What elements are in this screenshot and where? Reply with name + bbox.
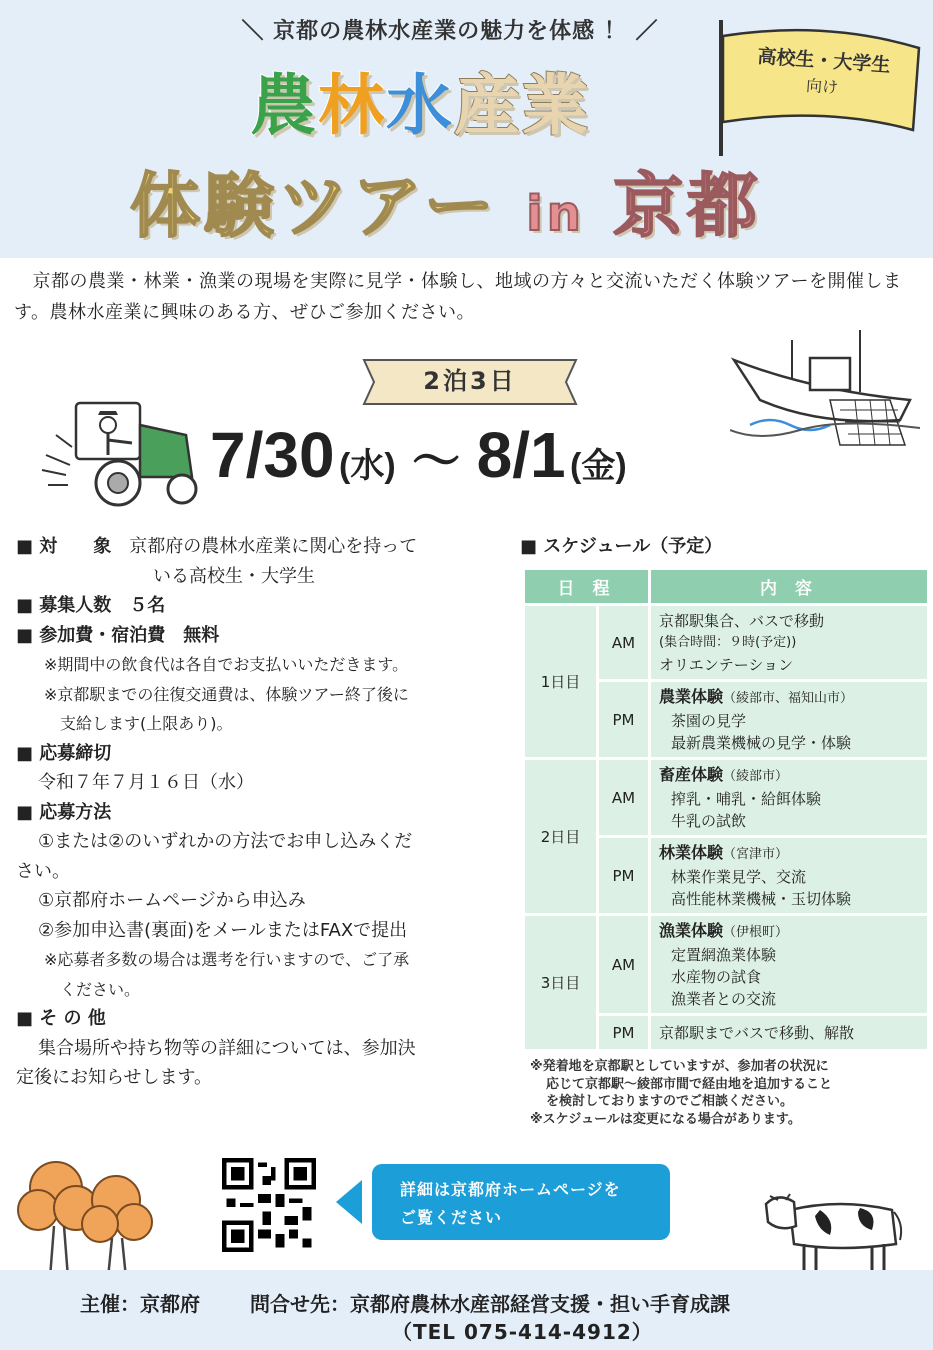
flag-main-text: 高校生・大学生 bbox=[756, 45, 892, 77]
title-char-2: 林 bbox=[318, 67, 386, 144]
method-note-cont: ください。 bbox=[60, 979, 141, 999]
activity-place: （宮津市） bbox=[723, 846, 789, 862]
content-line: 最新農業機械の見学・体験 bbox=[671, 733, 852, 752]
table-row bbox=[524, 759, 929, 837]
cow-icon bbox=[760, 1180, 910, 1280]
pm-label: PM bbox=[598, 837, 650, 915]
activity-place: （伊根町） bbox=[723, 924, 789, 940]
other-text-cont: 定後にお知らせします。 bbox=[16, 1067, 213, 1088]
method-option-1: ①京都府ホームページから申込み bbox=[38, 890, 306, 911]
end-date: 8/1 bbox=[476, 419, 566, 491]
content-line: 牛乳の試飲 bbox=[671, 811, 747, 830]
trees-icon bbox=[16, 1148, 156, 1280]
website-callout[interactable] bbox=[372, 1164, 670, 1240]
contact: 問合せ先：京都府農林水産部経営支援・担い手育成課 bbox=[250, 1292, 730, 1316]
target-text: 京都府の農林水産業に関心を持って bbox=[129, 536, 418, 557]
method-note: ※応募者多数の場合は選考を行いますので、ご了承 bbox=[44, 950, 410, 969]
col-date-header: 日 程 bbox=[524, 569, 650, 605]
schedule-content bbox=[650, 837, 929, 915]
capacity-row: ■ 募集人数 ５名 bbox=[16, 595, 166, 616]
event-dates bbox=[210, 418, 810, 492]
other-text: 集合場所や持ち物等の詳細については、参加決 bbox=[38, 1037, 416, 1059]
day-label: 1日目 bbox=[524, 605, 598, 759]
day-label: 2日目 bbox=[524, 759, 598, 915]
content-line: (集合時間：９時(予定)) bbox=[659, 634, 797, 650]
content-line: 水産物の試食 bbox=[671, 967, 762, 986]
schedule-content bbox=[650, 759, 929, 837]
schedule-table bbox=[522, 567, 930, 1052]
method-text: ①または②のいずれかの方法でお申し込みくだ bbox=[38, 831, 413, 852]
duration-label: 2泊3日 bbox=[423, 367, 517, 395]
title-char-4: 産 bbox=[454, 67, 522, 144]
content-line: 定置網漁業体験 bbox=[671, 945, 777, 964]
intro-text: 京都の農業・林業・漁業の現場を実際に見学・体験し、地域の方々と交流いただく体験ツアーを開催します。農林水産業に興味のある方、ぜひご参加ください。 bbox=[14, 271, 902, 323]
title-char-5: 業 bbox=[522, 67, 590, 144]
content-line: 搾乳・哺乳・給餌体験 bbox=[671, 789, 822, 808]
pm-label: PM bbox=[598, 681, 650, 759]
content-line: 京都駅までバスで移動、解散 bbox=[659, 1023, 855, 1042]
content-line: 高性能林業機械・玉切体験 bbox=[671, 889, 852, 908]
method-label: ■ 応募方法 bbox=[16, 801, 112, 823]
target-row bbox=[16, 532, 506, 562]
content-line: オリエンテーション bbox=[659, 655, 794, 674]
deadline-date: 令和７年７月１６日（水） bbox=[38, 772, 254, 793]
tractor-icon bbox=[36, 385, 206, 510]
fee-note-2: ※京都駅までの往復交通費は、体験ツアー終了後に bbox=[44, 684, 409, 704]
method-option-2: ②参加申込書(裏面)をメールまたはFAXで提出 bbox=[38, 919, 408, 941]
method-text-cont: さい。 bbox=[16, 860, 70, 882]
schedule-content bbox=[650, 681, 929, 759]
am-label: AM bbox=[598, 605, 650, 681]
title-line2 bbox=[130, 150, 761, 251]
am-label: AM bbox=[598, 759, 650, 837]
title-tour: 体験ツアー bbox=[130, 165, 498, 247]
schedule-content bbox=[650, 915, 929, 1015]
content-line: 茶園の見学 bbox=[671, 711, 747, 730]
activity-place: （綾部市、福知山市） bbox=[723, 690, 854, 706]
content-line: 林業作業見学、交流 bbox=[671, 867, 807, 886]
organizer: 主催：京都府 bbox=[80, 1292, 200, 1316]
col-content-header: 内 容 bbox=[650, 569, 929, 605]
schedule-content bbox=[650, 605, 929, 681]
pm-label: PM bbox=[598, 1015, 650, 1051]
start-day: (水) bbox=[339, 447, 396, 485]
flag-sub-text: 向け bbox=[805, 75, 839, 98]
schedule-header-row bbox=[524, 569, 929, 605]
note-line: を検討しておりますのでご相談ください。 bbox=[546, 1094, 794, 1109]
schedule-title: ■ スケジュール（予定） bbox=[520, 536, 723, 557]
target-label: ■ 対 象 bbox=[16, 536, 112, 557]
callout-line-1: 詳細は京都府ホームページを bbox=[400, 1180, 621, 1199]
table-row bbox=[524, 605, 929, 681]
title-city: 京都 bbox=[613, 165, 762, 247]
activity-title: 漁業体験 bbox=[659, 920, 724, 940]
day-label: 3日目 bbox=[524, 915, 598, 1051]
activity-place: （綾部市） bbox=[723, 768, 789, 784]
info-section bbox=[16, 532, 506, 1093]
activity-title: 畜産体験 bbox=[659, 764, 724, 784]
note-line: 応じて京都駅〜綾部市間で経由地を追加すること bbox=[546, 1076, 833, 1092]
fee-row: ■ 参加費・宿泊費 無料 bbox=[16, 624, 220, 646]
note-line: ※スケジュールは変更になる場合があります。 bbox=[530, 1111, 801, 1127]
title-char-1: 農 bbox=[250, 67, 318, 144]
fishing-boat-icon bbox=[730, 330, 920, 460]
target-text-cont: いる高校生・大学生 bbox=[153, 565, 315, 587]
title-in: in bbox=[526, 186, 585, 242]
activity-title: 農業体験 bbox=[659, 686, 724, 706]
deadline-label: ■ 応募締切 bbox=[16, 742, 112, 764]
content-line: 漁業者との交流 bbox=[671, 989, 777, 1008]
callout-arrow-icon bbox=[336, 1180, 362, 1224]
callout-line-2: ご覧ください bbox=[400, 1208, 503, 1227]
date-separator: 〜 bbox=[412, 435, 461, 488]
schedule-notes bbox=[530, 1058, 930, 1128]
fee-note-2-cont: 支給します(上限あり)。 bbox=[60, 714, 233, 733]
am-label: AM bbox=[598, 915, 650, 1015]
title-line1 bbox=[250, 52, 590, 147]
qr-code-icon[interactable] bbox=[222, 1158, 316, 1252]
footer-tel: （TEL 075-414-4912） bbox=[392, 1320, 653, 1344]
start-date: 7/30 bbox=[210, 419, 335, 491]
end-day: (金) bbox=[570, 447, 627, 485]
schedule-content bbox=[650, 1015, 929, 1051]
note-line: ※発着地を京都駅としていますが、参加者の状況に bbox=[530, 1059, 829, 1074]
title-char-3: 水 bbox=[386, 67, 454, 144]
tagline: ＼ 京都の農林水産業の魅力を体感 ！ ／ bbox=[241, 19, 659, 44]
activity-title: 林業体験 bbox=[659, 842, 724, 862]
footer-line-1 bbox=[80, 1288, 730, 1317]
content-line: 京都駅集合、バスで移動 bbox=[659, 611, 825, 630]
fee-note-1: ※期間中の飲食代は各自でお支払いいただきます。 bbox=[44, 655, 409, 674]
other-label: ■ そ の 他 bbox=[16, 1008, 106, 1029]
table-row bbox=[524, 915, 929, 1015]
